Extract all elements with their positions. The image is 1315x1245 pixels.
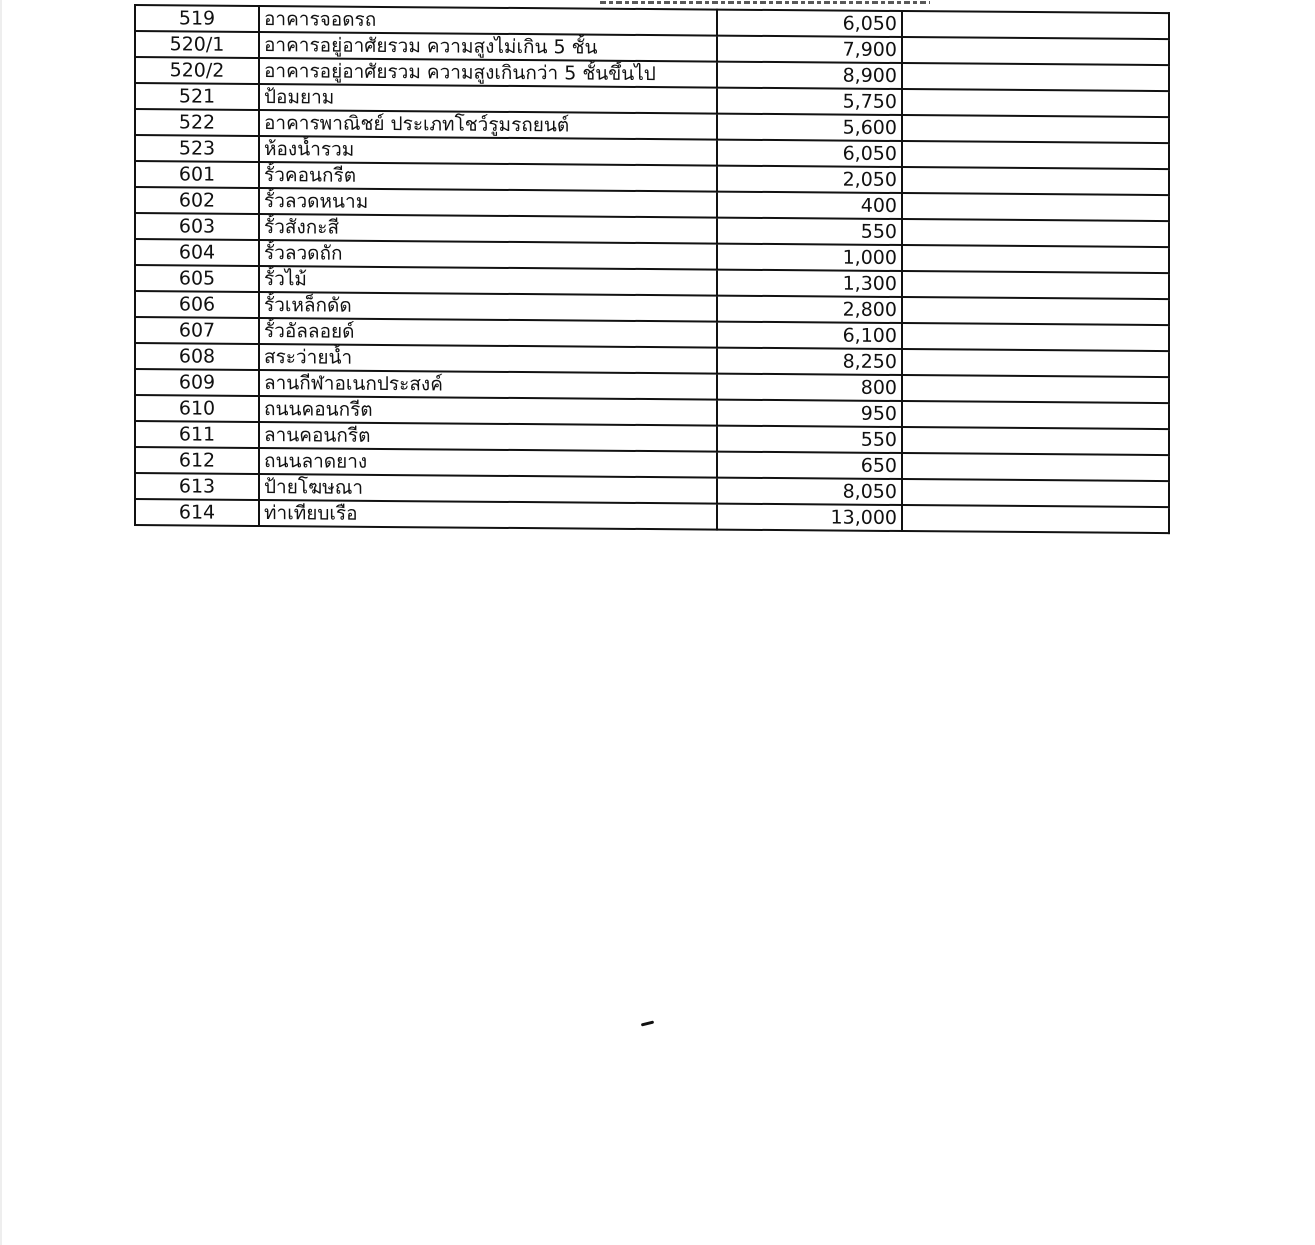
- remark-cell: [902, 37, 1169, 65]
- unit-price-cell: 5,750: [717, 88, 902, 115]
- remark-cell: [902, 505, 1169, 533]
- remark-cell: [902, 141, 1169, 169]
- remark-cell: [902, 271, 1169, 299]
- item-name-cell: ถนนคอนกรีต: [259, 396, 717, 426]
- item-name-cell: ท่าเทียบเรือ: [259, 500, 717, 530]
- item-code-cell: 520/1: [135, 31, 259, 58]
- unit-price-cell: 950: [717, 400, 902, 427]
- unit-price-cell: 13,000: [717, 504, 902, 531]
- item-code-cell: 605: [135, 265, 259, 292]
- remark-cell: [902, 167, 1169, 195]
- item-code-cell: 602: [135, 187, 259, 214]
- item-name-cell: อาคารจอดรถ: [259, 6, 717, 36]
- unit-price-cell: 8,250: [717, 348, 902, 375]
- item-code-cell: 606: [135, 291, 259, 318]
- unit-price-cell: 650: [717, 452, 902, 479]
- item-code-cell: 607: [135, 317, 259, 344]
- scan-edge: [0, 0, 2, 1245]
- item-name-cell: รั้วคอนกรีต: [259, 162, 717, 192]
- unit-price-cell: 800: [717, 374, 902, 401]
- unit-price-cell: 2,800: [717, 296, 902, 323]
- item-name-cell: รั้วอัลลอยด์: [259, 318, 717, 348]
- unit-price-cell: 8,900: [717, 62, 902, 89]
- remark-cell: [902, 11, 1169, 39]
- remark-cell: [902, 297, 1169, 325]
- item-code-cell: 519: [135, 5, 259, 32]
- remark-cell: [902, 349, 1169, 377]
- item-code-cell: 601: [135, 161, 259, 188]
- item-name-cell: รั้วเหล็กดัด: [259, 292, 717, 322]
- remark-cell: [902, 375, 1169, 403]
- remark-cell: [902, 245, 1169, 273]
- remark-cell: [902, 193, 1169, 221]
- item-name-cell: อาคารอยู่อาศัยรวม ความสูงเกินกว่า 5 ชั้นขึ้นไป: [259, 58, 717, 88]
- unit-price-cell: 550: [717, 218, 902, 245]
- item-name-cell: รั้วลวดถัก: [259, 240, 717, 270]
- unit-price-cell: 550: [717, 426, 902, 453]
- item-code-cell: 611: [135, 421, 259, 448]
- unit-price-cell: 2,050: [717, 166, 902, 193]
- item-code-cell: 522: [135, 109, 259, 136]
- unit-price-cell: 7,900: [717, 36, 902, 63]
- item-name-cell: สระว่ายน้ำ: [259, 344, 717, 374]
- remark-cell: [902, 479, 1169, 507]
- item-name-cell: รั้วลวดหนาม: [259, 188, 717, 218]
- item-code-cell: 520/2: [135, 57, 259, 84]
- remark-cell: [902, 323, 1169, 351]
- unit-price-cell: 1,000: [717, 244, 902, 271]
- remark-cell: [902, 115, 1169, 143]
- unit-price-cell: 5,600: [717, 114, 902, 141]
- construction-price-table: [134, 4, 1170, 534]
- cropped-text-strip: [600, 1, 930, 4]
- pen-mark: [641, 1020, 654, 1026]
- item-name-cell: ลานกีฬาอเนกประสงค์: [259, 370, 717, 400]
- item-code-cell: 604: [135, 239, 259, 266]
- cropped-heading-fragment: [600, 0, 930, 5]
- remark-cell: [902, 219, 1169, 247]
- item-name-cell: ลานคอนกรีต: [259, 422, 717, 452]
- item-code-cell: 523: [135, 135, 259, 162]
- unit-price-cell: 6,050: [717, 10, 902, 37]
- remark-cell: [902, 427, 1169, 455]
- item-name-cell: รั้วไม้: [259, 266, 717, 296]
- item-name-cell: ถนนลาดยาง: [259, 448, 717, 478]
- item-name-cell: อาคารอยู่อาศัยรวม ความสูงไม่เกิน 5 ชั้น: [259, 32, 717, 62]
- item-code-cell: 610: [135, 395, 259, 422]
- unit-price-cell: 6,100: [717, 322, 902, 349]
- remark-cell: [902, 401, 1169, 429]
- item-code-cell: 521: [135, 83, 259, 110]
- unit-price-cell: 6,050: [717, 140, 902, 167]
- remark-cell: [902, 453, 1169, 481]
- remark-cell: [902, 63, 1169, 91]
- item-code-cell: 614: [135, 499, 259, 526]
- table-body: [135, 5, 1169, 533]
- item-name-cell: ป้อมยาม: [259, 84, 717, 114]
- unit-price-cell: 1,300: [717, 270, 902, 297]
- item-code-cell: 608: [135, 343, 259, 370]
- remark-cell: [902, 89, 1169, 117]
- item-name-cell: ห้องน้ำรวม: [259, 136, 717, 166]
- item-name-cell: อาคารพาณิชย์ ประเภทโชว์รูมรถยนต์: [259, 110, 717, 140]
- item-name-cell: รั้วสังกะสี: [259, 214, 717, 244]
- item-code-cell: 613: [135, 473, 259, 500]
- item-name-cell: ป้ายโฆษณา: [259, 474, 717, 504]
- unit-price-cell: 400: [717, 192, 902, 219]
- item-code-cell: 609: [135, 369, 259, 396]
- item-code-cell: 603: [135, 213, 259, 240]
- unit-price-cell: 8,050: [717, 478, 902, 505]
- item-code-cell: 612: [135, 447, 259, 474]
